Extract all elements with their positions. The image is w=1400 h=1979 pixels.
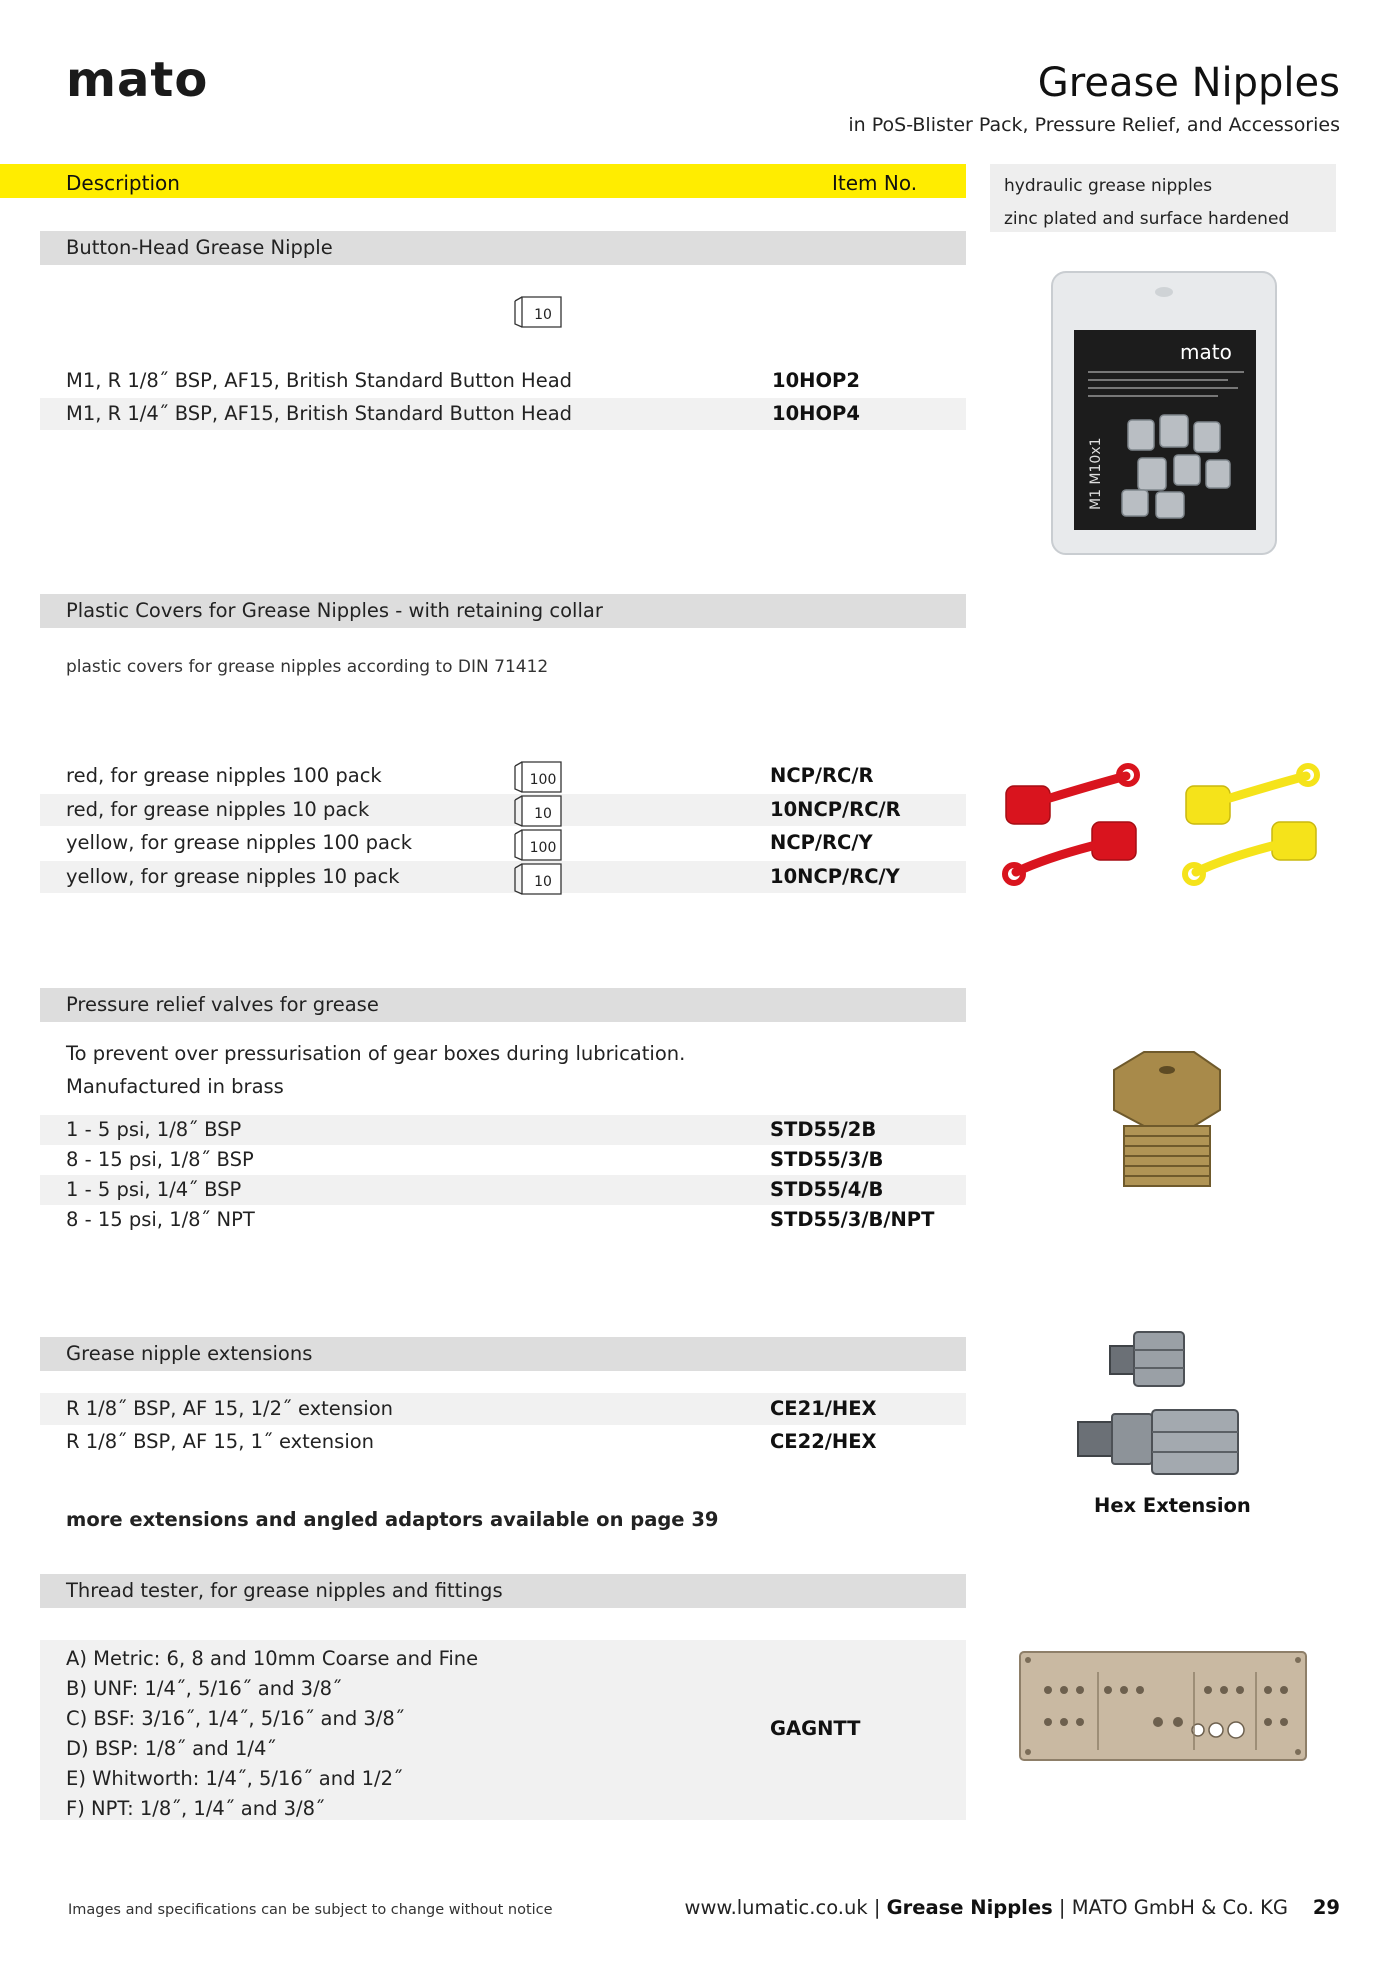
section-note: plastic covers for grease nipples according to DIN 71412: [66, 657, 549, 677]
brand-logo: mato: [66, 52, 209, 108]
row-description: 1 - 5 psi, 1/8˝ BSP: [66, 1118, 242, 1141]
footer-company: MATO GmbH & Co. KG: [1071, 1896, 1289, 1919]
row-item-number: 10NCP/RC/Y: [770, 865, 900, 888]
section-header-pressure-relief: Pressure relief valves for grease: [40, 988, 966, 1022]
table-row: [40, 1115, 966, 1145]
row-description: 8 - 15 psi, 1/8˝ BSP: [66, 1148, 254, 1171]
footer-disclaimer: Images and specifications can be subject to change without notice: [68, 1902, 553, 1918]
page-subtitle: in PoS-Blister Pack, Pressure Relief, and Accessories: [848, 114, 1340, 136]
pack-size-label: 10: [534, 806, 552, 822]
row-description: M1, R 1/4˝ BSP, AF15, British Standard Button Head: [66, 402, 573, 425]
pack-size-icon: [514, 761, 562, 793]
table-row: [40, 861, 966, 893]
footer-info: www.lumatic.co.uk | Grease Nipples | MATO GmbH & Co. KG 29: [684, 1896, 1340, 1919]
row-description: M1, R 1/8˝ BSP, AF15, British Standard Button Head: [66, 369, 573, 392]
pack-size-label: 100: [529, 840, 557, 856]
item-no-column-header: Item No.: [832, 171, 918, 195]
thread-spec-line: D) BSP: 1/8˝ and 1/4˝: [66, 1737, 277, 1760]
table-row: [40, 365, 966, 397]
row-description: 1 - 5 psi, 1/4˝ BSP: [66, 1178, 242, 1201]
table-row: [40, 1393, 966, 1425]
pack-size-icon: [514, 795, 562, 827]
pack-size-icon: [514, 296, 562, 328]
thread-spec-line: F) NPT: 1/8˝, 1/4˝ and 3/8˝: [66, 1797, 325, 1820]
plastic-caps-image: [996, 762, 1336, 892]
row-item-number: CE22/HEX: [770, 1430, 877, 1453]
section-header-button-head: Button-Head Grease Nipple: [40, 231, 966, 265]
pack-size-label: 100: [529, 772, 557, 788]
section-header-plastic-covers: Plastic Covers for Grease Nipples - with retaining collar: [40, 594, 966, 628]
footer-website-link[interactable]: www.lumatic.co.uk: [684, 1896, 868, 1919]
row-item-number: GAGNTT: [770, 1717, 861, 1740]
footer-section-name: Grease Nipples: [886, 1896, 1053, 1919]
row-item-number: NCP/RC/Y: [770, 831, 873, 854]
yellow-cap: [1185, 766, 1317, 883]
section-paragraph: Manufactured in brass: [66, 1075, 284, 1098]
table-row: [40, 1205, 966, 1235]
page-title: Grease Nipples: [1037, 60, 1340, 106]
hex-extension-caption: Hex Extension: [1094, 1494, 1251, 1517]
row-description: 8 - 15 psi, 1/8˝ NPT: [66, 1208, 255, 1231]
info-line: zinc plated and surface hardened: [1004, 209, 1290, 229]
row-description: R 1/8˝ BSP, AF 15, 1/2˝ extension: [66, 1397, 394, 1420]
pack-size-label: 10: [534, 874, 552, 890]
red-cap: [1005, 766, 1137, 883]
section-header-extensions: Grease nipple extensions: [40, 1337, 966, 1371]
row-item-number: 10HOP2: [772, 369, 860, 392]
table-row: [40, 1426, 966, 1458]
table-row: [40, 398, 966, 430]
blister-brand-text: mato: [1180, 340, 1232, 364]
hex-extension-image: [1070, 1326, 1250, 1486]
table-row: [40, 1175, 966, 1205]
thread-spec-line: C) BSF: 3/16˝, 1/4˝, 5/16˝ and 3/8˝: [66, 1707, 405, 1730]
row-item-number: CE21/HEX: [770, 1397, 877, 1420]
row-description: yellow, for grease nipples 100 pack: [66, 831, 412, 854]
row-description: yellow, for grease nipples 10 pack: [66, 865, 400, 888]
more-extensions-note: more extensions and angled adaptors available on page 39: [66, 1508, 719, 1531]
pressure-relief-valve-image: [1094, 1048, 1234, 1198]
row-item-number: STD55/3/B/NPT: [770, 1208, 935, 1231]
table-row: [40, 760, 966, 792]
row-item-number: STD55/2B: [770, 1118, 877, 1141]
table-row: [40, 827, 966, 859]
pack-size-icon: [514, 829, 562, 861]
thread-spec-line: E) Whitworth: 1/4˝, 5/16˝ and 1/2˝: [66, 1767, 403, 1790]
thread-spec-list: [66, 1644, 478, 1824]
pack-size-icon: [514, 863, 562, 895]
pack-size-label: 10: [534, 307, 552, 323]
section-header-thread-tester: Thread tester, for grease nipples and fittings: [40, 1574, 966, 1608]
row-item-number: STD55/3/B: [770, 1148, 884, 1171]
table-row: [40, 794, 966, 826]
row-description: red, for grease nipples 10 pack: [66, 798, 370, 821]
row-description: red, for grease nipples 100 pack: [66, 764, 382, 787]
table-row: [40, 1145, 966, 1175]
blister-pack-image: [1048, 270, 1280, 556]
description-column-header: Description: [66, 171, 180, 195]
row-item-number: NCP/RC/R: [770, 764, 874, 787]
page-number: 29: [1312, 1896, 1340, 1919]
row-item-number: 10HOP4: [772, 402, 860, 425]
row-item-number: STD55/4/B: [770, 1178, 884, 1201]
thread-tester-plate-image: [1018, 1650, 1308, 1762]
info-line: hydraulic grease nipples: [1004, 176, 1213, 196]
blister-side-text: M1 M10x1: [1088, 437, 1104, 510]
row-description: R 1/8˝ BSP, AF 15, 1˝ extension: [66, 1430, 375, 1453]
row-item-number: 10NCP/RC/R: [770, 798, 901, 821]
product-info-box: [990, 164, 1336, 232]
thread-spec-line: B) UNF: 1/4˝, 5/16˝ and 3/8˝: [66, 1677, 342, 1700]
thread-spec-line: A) Metric: 6, 8 and 10mm Coarse and Fine: [66, 1647, 479, 1670]
thread-tester-row: [40, 1640, 966, 1820]
section-paragraph: To prevent over pressurisation of gear boxes during lubrication.: [66, 1042, 686, 1065]
